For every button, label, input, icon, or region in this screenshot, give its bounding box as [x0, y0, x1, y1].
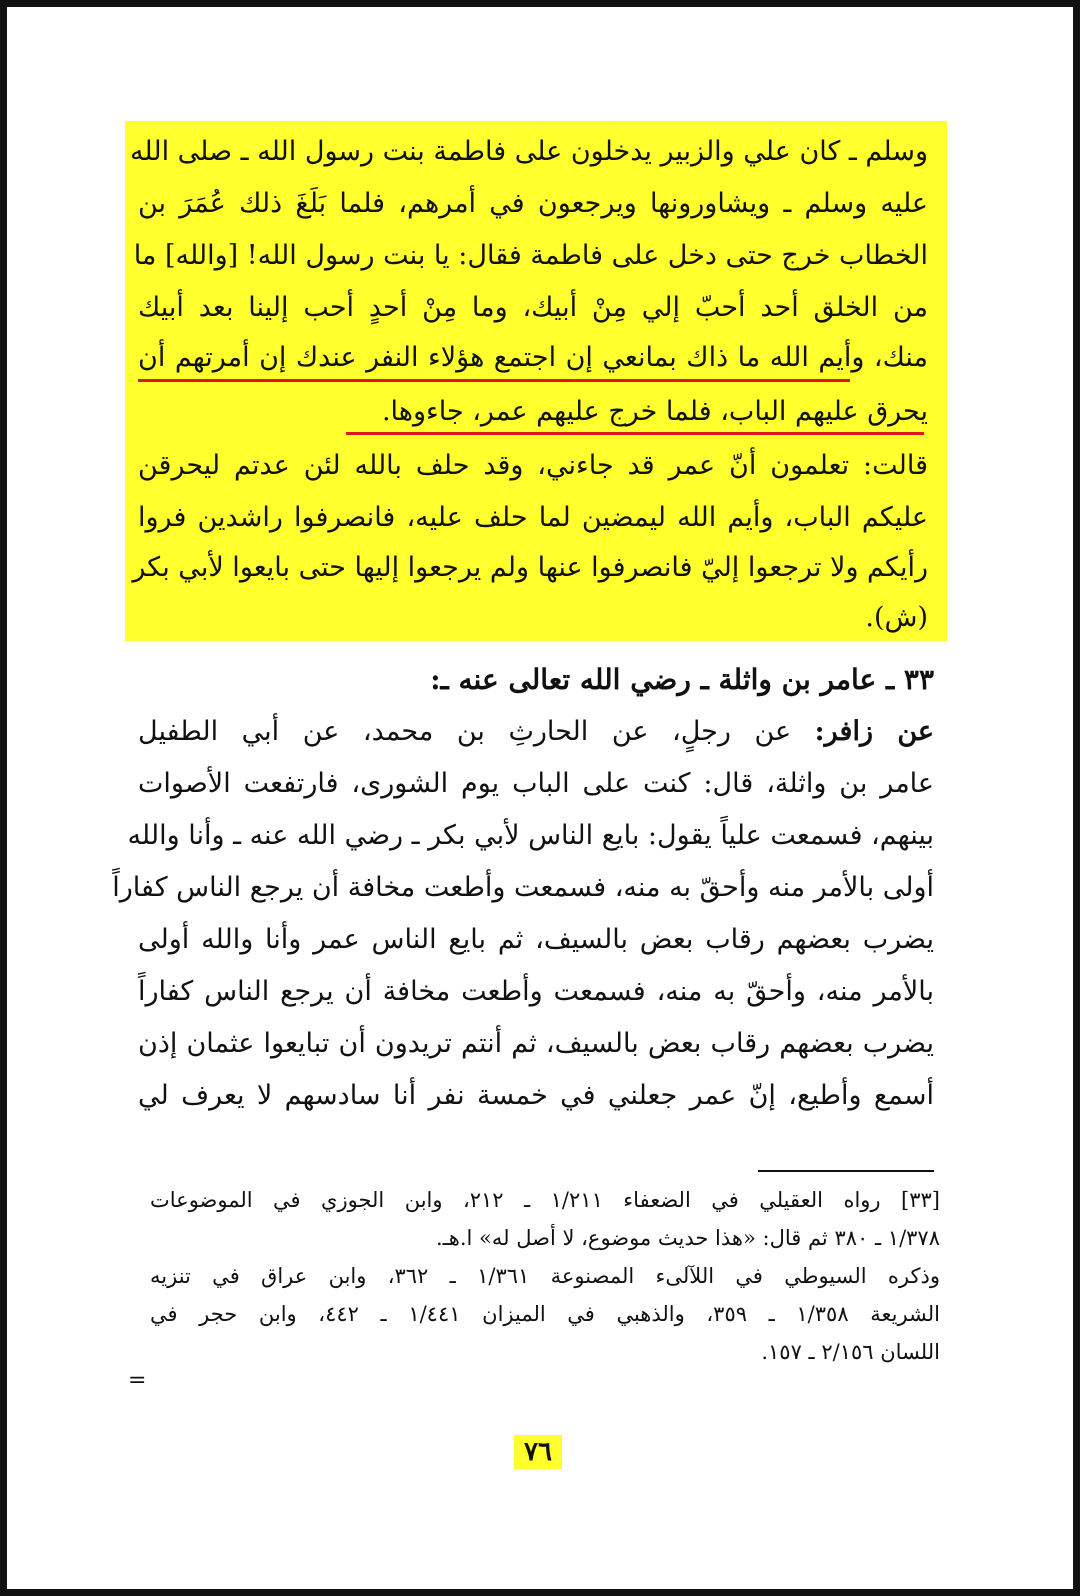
highlighted-line: منك، وأيم الله ما ذاك بمانعي إن اجتمع هؤلاء النفر عندك إن أمرتهم أن: [138, 342, 928, 373]
highlighted-line: الخطاب خرج حتى دخل على فاطمة فقال: يا بنت رسول الله! [والله] ما: [133, 240, 928, 271]
footnote-divider: [758, 1170, 934, 1172]
page-number: ٧٦: [514, 1435, 562, 1469]
body-line: بالأمر منه، وأحقّ به منه، فسمعت وأطعت مخافة أن يرجع الناس كفاراً: [138, 976, 934, 1007]
narration-text: عن رجلٍ، عن الحارثِ بن محمد، عن أبي الطفيل: [138, 716, 792, 747]
footnote-line: وذكره السيوطي في اللآلىء المصنوعة ١/٣٦١ ـ ٣٦٢، وابن عراق في تنزيه: [150, 1264, 940, 1288]
section-heading: ٣٣ ـ عامر بن واثلة ـ رضي الله تعالى عنه ـ:: [430, 663, 934, 696]
body-line: يضرب بعضهم رقاب بعض بالسيف، ثم أنتم تريدون أن تبايعوا عثمان إذن: [138, 1028, 934, 1059]
highlighted-line: وسلم ـ كان علي والزبير يدخلون على فاطمة بنت رسول الله ـ صلى الله: [129, 136, 928, 167]
highlighted-line: عليه وسلم ـ ويشاورونها ويرجعون في أمرهم، فلما بَلَغَ ذلك عُمَرَ بن: [138, 188, 928, 219]
footnote-line: [٣٣] رواه العقيلي في الضعفاء ١/٢١١ ـ ٢١٢، وابن الجوزي في الموضوعات: [150, 1188, 940, 1212]
footnote-line: اللسان ٢/١٥٦ ـ ١٥٧.: [761, 1340, 940, 1364]
highlighted-line: رأيكم ولا ترجعوا إليّ فانصرفوا عنها ولم يرجعوا إليها حتى بايعوا لأبي بكر: [132, 552, 928, 583]
narrator-lead: عن زافر:: [814, 716, 934, 747]
body-first-line: [138, 712, 934, 752]
highlighted-line: يحرق عليهم الباب، فلما خرج عليهم عمر، جاءوها.: [381, 396, 928, 427]
red-underline: [346, 432, 924, 435]
highlighted-line: من الخلق أحد أحبّ إلي مِنْ أبيك، وما مِنْ أحدٍ أحب إلينا بعد أبيك: [138, 292, 928, 323]
body-line: أولى بالأمر منه وأحقّ به منه، فسمعت وأطعت مخافة أن يرجع الناس كفاراً: [112, 872, 934, 903]
highlighted-line: (ش).: [865, 602, 928, 633]
body-line: يضرب بعضهم رقاب بعض بالسيف، ثم بايع الناس عمر وأنا والله أولى: [138, 924, 934, 955]
footnote-line: الشريعة ١/٣٥٨ ـ ٣٥٩، والذهبي في الميزان ١/٤٤١ ـ ٤٤٢، وابن حجر في: [150, 1302, 941, 1326]
red-underline: [138, 379, 850, 382]
highlighted-line: قالت: تعلمون أنّ عمر قد جاءني، وقد حلف بالله لئن عدتم ليحرقن: [138, 450, 928, 481]
body-line: عامر بن واثلة، قال: كنت على الباب يوم الشورى، فارتفعت الأصوات: [138, 768, 934, 799]
highlighted-line: عليكم الباب، وأيم الله ليمضين لما حلف عليه، فانصرفوا راشدين فروا: [138, 502, 928, 533]
footnote-line: ١/٣٧٨ ـ ٣٨٠ ثم قال: «هذا حديث موضوع، لا أصل له» ا.هـ.: [435, 1226, 940, 1250]
continuation-mark: =: [128, 1368, 147, 1393]
body-line: أسمع وأطيع، إنّ عمر جعلني في خمسة نفر أنا سادسهم لا يعرف لي: [138, 1080, 934, 1111]
body-line: بينهم، فسمعت علياً يقول: بايع الناس لأبي بكر ـ رضي الله عنه ـ وأنا والله: [127, 820, 934, 851]
